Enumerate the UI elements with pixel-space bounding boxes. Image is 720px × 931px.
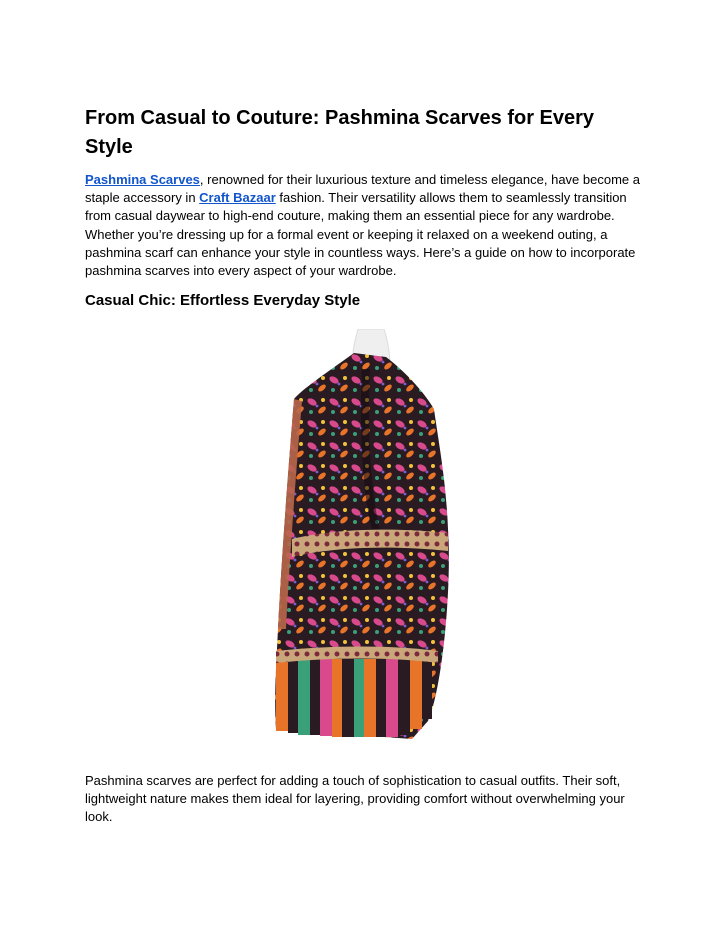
page-title: From Casual to Couture: Pashmina Scarves for Every Style bbox=[85, 107, 595, 158]
intro-text-1: , renowned for their luxurious texture and timeless elegance, have become a staple accessory in bbox=[85, 172, 640, 206]
scarf-photo bbox=[262, 329, 462, 741]
intro-paragraph bbox=[85, 171, 645, 280]
scarf-on-mannequin-image bbox=[262, 329, 462, 741]
intro-text-2: fashion. Their versatility allows them to seamlessly transition from casual daywear to high-end couture, making them an essential piece for any wardrobe. Whether you’re dressing up for a formal event or keeping it relaxed on a weekend outing, a pashmina scarf can enhance your style in countless ways. Here’s a guide on how to incorporate pashmina scarves into every aspect of your wardrobe. bbox=[85, 190, 636, 279]
casual-chic-paragraph: Pashmina scarves are perfect for adding a touch of sophistication to casual outfits. Their soft, lightweight nature makes them ideal for layering, providing comfort without overwhelming your look. bbox=[85, 773, 625, 825]
pashmina-scarves-link[interactable]: Pashmina Scarves bbox=[85, 172, 200, 187]
section-heading-casual-chic: Casual Chic: Effortless Everyday Style bbox=[85, 292, 361, 309]
craft-bazaar-link[interactable]: Craft Bazaar bbox=[199, 190, 276, 206]
